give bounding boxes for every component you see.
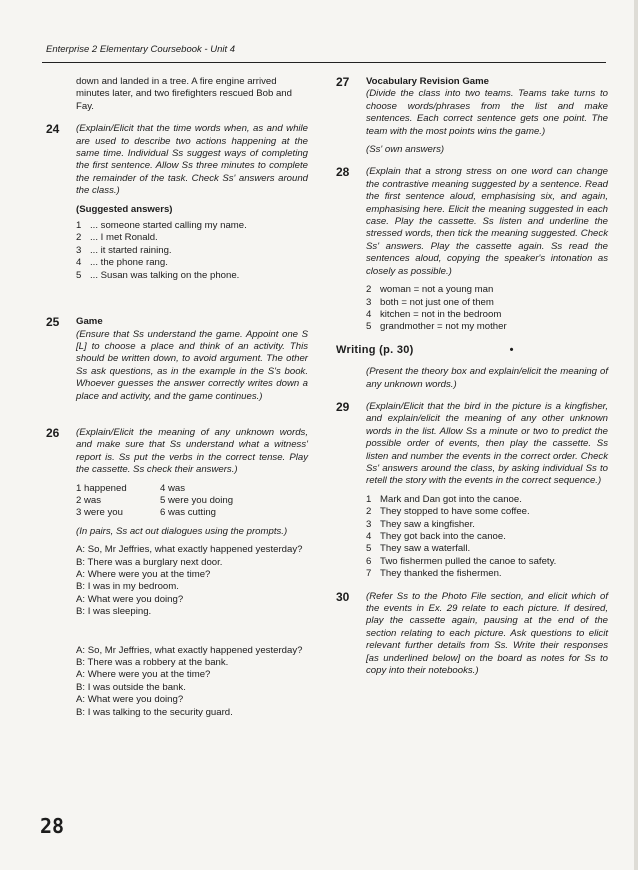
list-item: 2 woman = not a young man xyxy=(366,284,494,296)
list-item: 2 ... I met Ronald. xyxy=(76,232,158,244)
dialogue-line: B: I was talking to the security guard. xyxy=(76,706,233,718)
exercise-number: 28 xyxy=(336,165,350,180)
exercise-24 xyxy=(46,123,308,282)
dialogue-line: A: What were you doing? xyxy=(76,593,184,605)
exercise-number: 26 xyxy=(46,425,60,440)
exercise-instruction: (Explain/Elicit that the bird in the picture is a kingfisher, and explain/elicit the meaning of any other unknown words in the list. Allow Ss a minute or two to predict the possible order of events, then play the cassette. Ss listen and number the events in the correct order. Check Ss' answers around the class, by asking individual Ss to retell the story with the events in the correct sequence.) xyxy=(366,400,608,487)
dialogue-line: B: There was a burglary next door. xyxy=(76,556,223,568)
list-item: 3 ... it started raining. xyxy=(76,244,172,256)
dialogue-line: A: So, Mr Jeffries, what exactly happened yesterday? xyxy=(76,644,303,656)
list-item: 4 ... the phone rang. xyxy=(76,257,168,269)
writing-intro xyxy=(336,366,608,391)
writing-instruction: (Present the theory box and explain/elicit the meaning of any unknown words.) xyxy=(366,366,608,390)
list-item: 1 Mark and Dan got into the canoe. xyxy=(366,493,522,505)
answer-cell: 5 were you doing xyxy=(160,494,234,506)
dialogue-line: B: There was a robbery at the bank. xyxy=(76,657,229,669)
dialogue-line: B: I was sleeping. xyxy=(76,606,152,618)
answer-list xyxy=(366,494,608,581)
exercise-27 xyxy=(336,76,608,156)
list-item: 5 grandmother = not my mother xyxy=(366,321,507,333)
left-column xyxy=(46,76,308,729)
list-item: 2 They stopped to have some coffee. xyxy=(366,506,530,518)
dialogue-line: B: I was outside the bank. xyxy=(76,681,186,693)
exercise-instruction: (Explain/Elicit that the time words when, as and while are used to describe two actions happening at the same time. Individual Ss suggest ways of completing the first sentence. Allow Ss three minutes to complete the remainder of the task. Check Ss' answers around the class.) xyxy=(76,123,308,197)
exercise-number: 30 xyxy=(336,589,350,604)
answers-heading: (Suggested answers) xyxy=(76,203,173,215)
exercise-number: 24 xyxy=(46,122,60,137)
page-number: 28 xyxy=(40,814,65,838)
list-item: 3 They saw a kingfisher. xyxy=(366,518,475,530)
exercise-instruction: (Explain that a strong stress on one word can change the contrastive meaning suggested by a sentence. Read the first sentence aloud, emphasising six, and again, emphasising here. Elicit the meaning suggested in each case. Play the cassette. Ss listen and underline the stressed words, then tick the meaning suggested. Check Ss' answers. Play the cassette again. Ss read the sentences aloud, copying the speaker's intonation as closely as possible.) xyxy=(366,166,608,277)
list-item: 3 both = not just one of them xyxy=(366,296,494,308)
exercise-number: 27 xyxy=(336,75,350,89)
dialogue-2 xyxy=(76,645,308,719)
answer-cell: 4 was xyxy=(160,482,186,494)
exercise-number: 25 xyxy=(46,315,60,330)
exercise-30 xyxy=(336,591,608,678)
exercise-title: Game xyxy=(76,316,103,328)
list-item: 5 ... Susan was talking on the phone. xyxy=(76,269,240,281)
right-column xyxy=(336,76,608,687)
list-item: 4 They got back into the canoe. xyxy=(366,531,506,542)
running-head: Enterprise 2 Elementary Coursebook - Unit 4 xyxy=(46,44,236,55)
section-title: Writing (p. 30) xyxy=(336,343,414,356)
writing-section-heading xyxy=(336,344,608,356)
answer-cell: 1 happened xyxy=(76,482,127,494)
dialogue-line: B: I was in my bedroom. xyxy=(76,581,179,593)
answer-list xyxy=(76,220,308,282)
bullet-mark: • xyxy=(509,343,514,356)
exercise-instruction: (Explain/Elicit the meaning of any unknown words, and make sure that Ss understand what a witness' report is. Ss put the verbs in the correct tense. Play the cassette. Ss check their answers.) xyxy=(76,426,308,476)
answer-cell: 2 was xyxy=(76,494,102,506)
header-rule xyxy=(42,62,606,63)
exercise-26 xyxy=(46,427,308,719)
exercise-number: 29 xyxy=(336,399,350,414)
answer-cell: 6 was cutting xyxy=(160,507,216,519)
list-item: 1 ... someone started calling my name. xyxy=(76,220,247,232)
dialogue-line: A: Where were you at the time? xyxy=(76,569,211,580)
answer-list xyxy=(366,284,608,334)
list-item: 6 Two fishermen pulled the canoe to safety. xyxy=(366,555,557,567)
answer-grid xyxy=(76,483,308,520)
exercise-instruction: (Refer Ss to the Photo File section, and elicit which of the events in Ex. 29 relate to each picture. If desired, play the cassette again, pausing at the end of the section relating to each picture. Ask questions to elicit relevant further details from Ss. Write their responses [as underlined below] on the board as notes for Ss to copy into their notebooks.) xyxy=(366,590,608,677)
dialogue-1 xyxy=(76,544,308,618)
exercise-29 xyxy=(336,401,608,581)
dialogue-line: A: So, Mr Jeffries, what exactly happened yesterday? xyxy=(76,544,303,556)
exercise-28 xyxy=(336,166,608,333)
intro-paragraph-block xyxy=(46,76,308,113)
list-item: 5 They saw a waterfall. xyxy=(366,543,471,555)
exercise-title: Vocabulary Revision Game xyxy=(366,76,489,87)
answer-cell: 3 were you xyxy=(76,507,123,519)
pairs-note: (In pairs, Ss act out dialogues using the prompts.) xyxy=(76,525,288,537)
list-item: 7 They thanked the fishermen. xyxy=(366,568,502,580)
exercise-instruction: (Ensure that Ss understand the game. Appoint one S [L] to choose a place and think of an activity. This should be written down, to avoid argument. The other Ss ask questions, as in the example in the S's book. Whoever guesses the answer correctly writes down a place and activity, and the game continues.) xyxy=(76,328,308,402)
intro-text: down and landed in a tree. A fire engine arrived minutes later, and two firefighters rescued Bob and Fay. xyxy=(76,76,292,112)
answer-note: (Ss' own answers) xyxy=(366,144,445,156)
dialogue-line: A: Where were you at the time? xyxy=(76,669,211,681)
list-item: 4 kitchen = not in the bedroom xyxy=(366,308,502,320)
dialogue-line: A: What were you doing? xyxy=(76,694,184,706)
exercise-instruction: (Divide the class into two teams. Teams take turns to choose words/phrases from the list and make sentences. Each correct sentence gets one point. The team with the most points wins the game.) xyxy=(366,88,608,137)
exercise-25 xyxy=(46,316,308,403)
page-edge-shadow xyxy=(634,0,638,870)
